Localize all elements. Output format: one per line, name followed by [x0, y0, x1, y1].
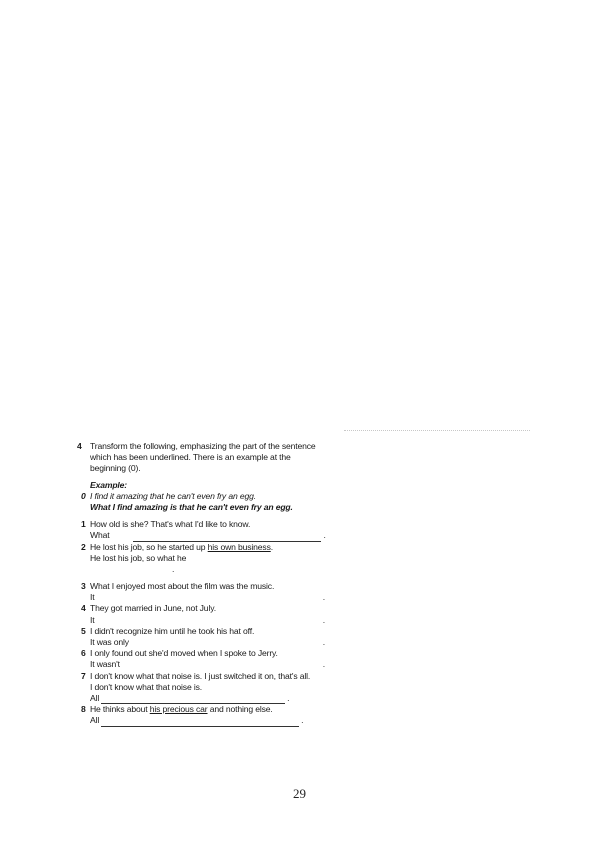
underlined-part: his own business: [207, 541, 271, 552]
item-prompt: It was only: [90, 637, 129, 648]
faint-divider: [344, 430, 530, 431]
item-number: 2: [81, 541, 86, 552]
example-answer: What I find amazing is that he can't even fry an egg.: [90, 502, 293, 513]
item-sentence: They got married in June, not July.: [90, 603, 216, 614]
sentence-part: and nothing else.: [207, 704, 273, 715]
item-prompt: All: [90, 715, 100, 726]
example-item: [77, 491, 339, 513]
item-sentence: I didn't recognize him until he took his hat off.: [90, 625, 255, 636]
list-item: [77, 542, 339, 575]
list-item: [77, 626, 339, 648]
list-item: [77, 603, 339, 625]
item-prompt: It: [90, 592, 95, 603]
example-label: Example:: [90, 479, 128, 490]
list-item: [77, 581, 339, 603]
item-sentence: I only found out she'd moved when I spoke to Jerry.: [90, 648, 278, 659]
item-sentence: [90, 704, 339, 715]
exercise-4: [77, 441, 339, 727]
underlined-part: his precious car: [149, 704, 208, 715]
item-end: .: [301, 715, 304, 726]
exercise-number: 4: [77, 441, 82, 451]
item-prompt: It: [90, 614, 95, 625]
item-end: .: [287, 693, 290, 704]
item-number: 1: [81, 519, 86, 530]
sentence-part: .: [270, 541, 273, 552]
list-item: [77, 648, 339, 670]
item-prompt: It wasn't: [90, 659, 120, 670]
example-number: 0: [81, 490, 86, 501]
item-end: .: [323, 530, 326, 541]
item-sentence: [90, 542, 339, 553]
answer-blank[interactable]: [101, 718, 299, 727]
item-prompt-line: I don't know what that noise is.: [90, 681, 202, 692]
answer-blank[interactable]: [133, 533, 321, 542]
item-end: .: [172, 563, 175, 574]
item-end: .: [322, 614, 325, 625]
item-end: .: [322, 592, 325, 603]
list-item: [77, 671, 339, 705]
sentence-part: He lost his job, so he started up: [90, 541, 208, 552]
item-sentence: I don't know what that noise is. I just switched it on, that's all.: [90, 670, 311, 681]
item-number: 4: [81, 603, 86, 614]
answer-blank[interactable]: [101, 695, 285, 704]
item-end: .: [322, 659, 325, 670]
item-sentence: What I enjoyed most about the film was the music.: [90, 581, 275, 592]
item-number: 3: [81, 581, 86, 592]
sentence-part: He thinks about: [90, 704, 150, 715]
item-number: 8: [81, 704, 86, 715]
item-prompt: All: [90, 693, 100, 704]
list-item: [77, 519, 339, 541]
item-prompt: He lost his job, so what he: [90, 552, 187, 563]
exercise-items: [77, 519, 339, 726]
exercise-header: [77, 441, 339, 475]
list-item: [77, 704, 339, 726]
item-sentence: How old is she? That's what I'd like to know.: [90, 519, 251, 530]
example-sentence: I find it amazing that he can't even fry an egg.: [90, 490, 256, 501]
exercise-instruction: Transform the following, emphasizing the part of the sentence which has been underlined. There is an example at the beginning (0).: [90, 441, 316, 474]
item-number: 7: [81, 670, 86, 681]
item-number: 6: [81, 648, 86, 659]
item-number: 5: [81, 625, 86, 636]
page-number: 29: [293, 786, 306, 801]
item-end: .: [322, 637, 325, 648]
item-prompt: What: [90, 530, 110, 541]
